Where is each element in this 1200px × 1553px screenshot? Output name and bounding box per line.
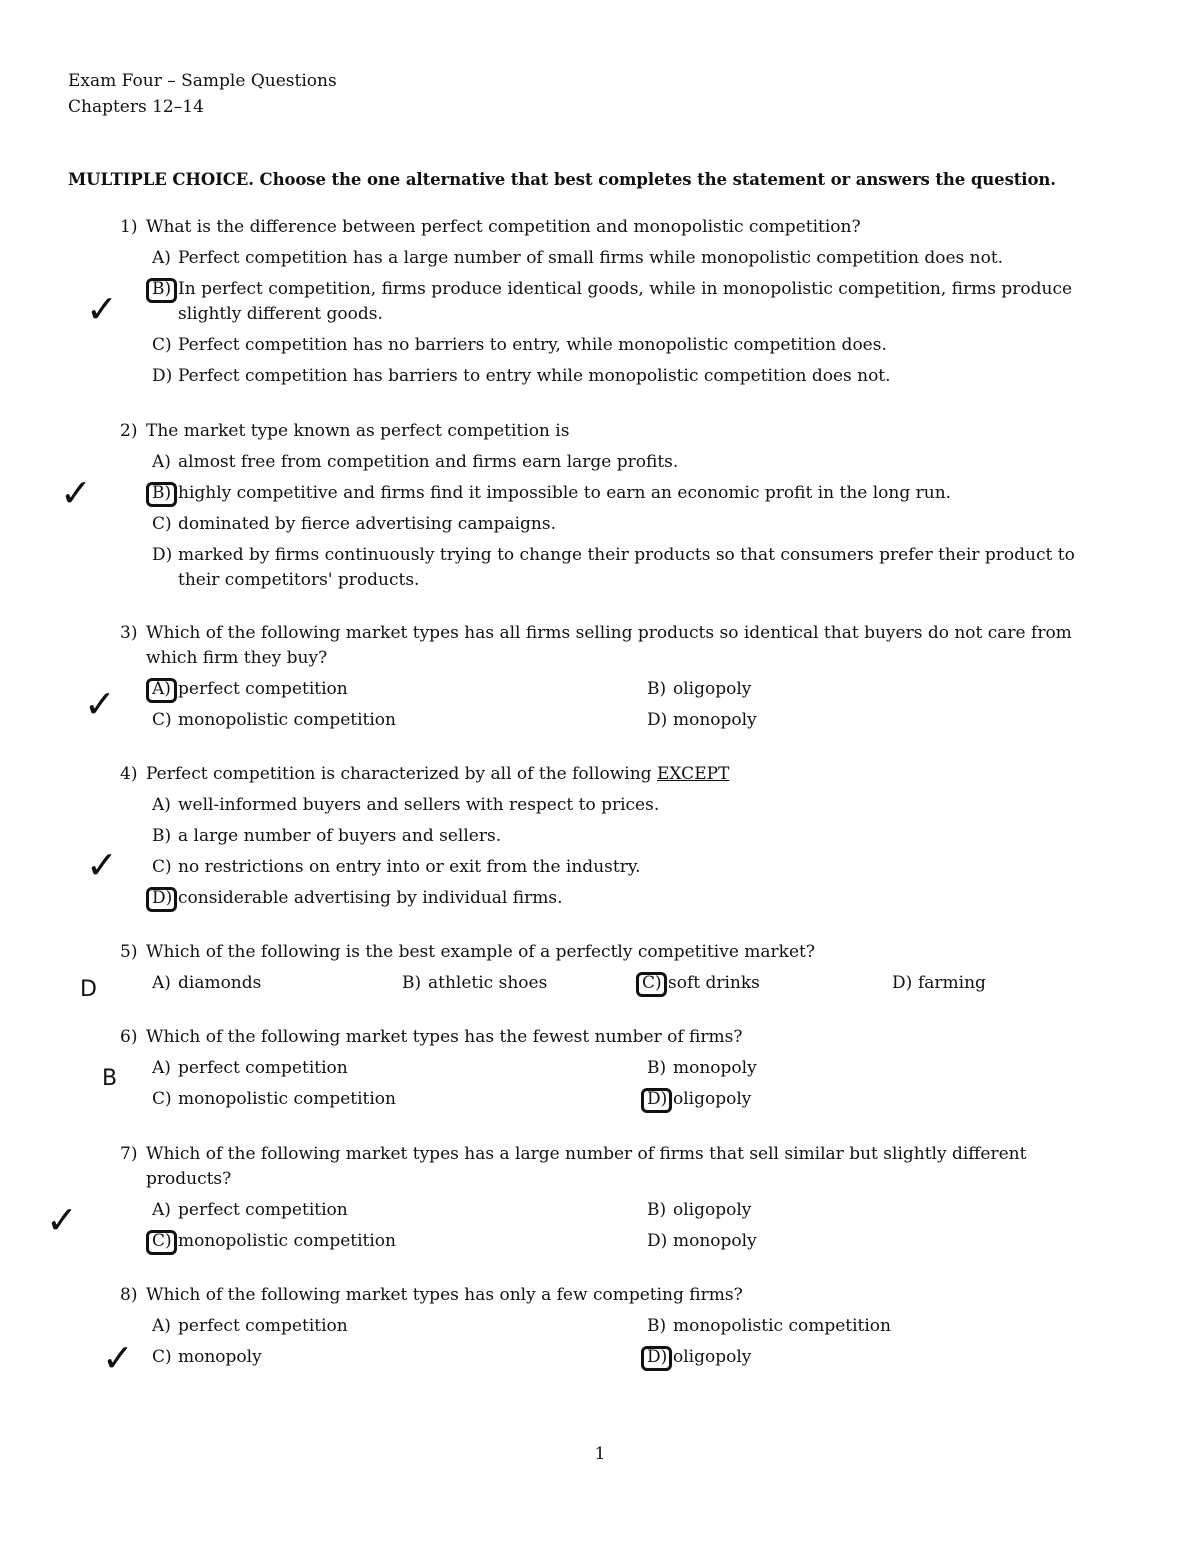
option-c: C) monopolistic competition: [152, 1229, 647, 1254]
option-a: A) perfect competition: [152, 1316, 348, 1336]
option-a: A) perfect competition: [152, 1058, 348, 1078]
chapters-subtitle: Chapters 12–14: [68, 97, 204, 117]
option-list: [152, 246, 1080, 389]
checkmark-icon: ✓: [86, 287, 118, 331]
circled-answer: C): [152, 1229, 178, 1254]
question-5: [120, 940, 1080, 996]
option-list: [152, 793, 1080, 911]
instructions: MULTIPLE CHOICE. Choose the one alternative that best completes the statement or answers the question.: [68, 170, 1056, 189]
question-4: [120, 762, 1080, 917]
question-text: Which of the following is the best example of a perfectly competitive market?: [146, 942, 815, 962]
option-d: D) oligopoly: [647, 1345, 947, 1370]
except-emphasis: EXCEPT: [656, 764, 730, 784]
option-c: C) Perfect competition has no barriers to entry, while monopolistic competition does.: [152, 335, 887, 355]
option-b: B) oligopoly: [647, 679, 752, 699]
checkmark-icon: ✓: [102, 1336, 134, 1380]
question-6: [120, 1025, 1080, 1112]
checkmark-icon: ✓: [84, 682, 116, 726]
option-a: A) diamonds: [152, 973, 262, 993]
option-b: B) oligopoly: [647, 1200, 752, 1220]
checkmark-icon: ✓: [60, 471, 92, 515]
option-d: D) farming: [892, 973, 986, 993]
option-b: B) monopolistic competition: [647, 1316, 891, 1336]
question-number: 6): [120, 1027, 138, 1047]
option-c: C) dominated by fierce advertising campaigns.: [152, 514, 557, 534]
option-b: B) monopoly: [647, 1058, 757, 1078]
option-list: [152, 1056, 1080, 1112]
option-list: [152, 450, 1080, 593]
circled-answer: D): [152, 886, 178, 911]
checkmark-icon: ✓: [86, 843, 118, 887]
handwritten-answer-letter: B: [102, 1066, 118, 1091]
option-a: A) almost free from competition and firms earn large profits.: [152, 452, 679, 472]
option-b: B) In perfect competition, firms produce identical goods, while in monopolistic competition, firms produce slightly different goods.: [152, 277, 1080, 327]
question-7: [120, 1142, 1080, 1254]
question-number: 7): [120, 1144, 138, 1164]
circled-answer: B): [152, 277, 178, 327]
circled-answer: C): [642, 971, 668, 996]
page-number: 1: [594, 1444, 606, 1464]
option-c: C) monopolistic competition: [152, 1089, 396, 1109]
question-number: 3): [120, 623, 138, 643]
question-8: [120, 1283, 1080, 1370]
option-list: [152, 971, 1080, 996]
question-text: The market type known as perfect competition is: [146, 421, 570, 441]
option-d: D) marked by firms continuously trying to change their products so that consumers prefer their product to their competitors' products.: [152, 545, 1075, 590]
option-a: A) well-informed buyers and sellers with respect to prices.: [152, 795, 660, 815]
question-number: 5): [120, 942, 138, 962]
option-d: D) monopoly: [647, 710, 757, 730]
question-text: Which of the following market types has all firms selling products so identical that buyers do not care from which firm they buy?: [146, 623, 1072, 668]
question-text: Which of the following market types has the fewest number of firms?: [146, 1027, 743, 1047]
question-number: 2): [120, 421, 138, 441]
option-d: D) considerable advertising by individual firms.: [152, 886, 1080, 911]
option-c: C) monopolistic competition: [152, 710, 396, 730]
circled-answer: B): [152, 481, 178, 506]
option-d: D) Perfect competition has barriers to entry while monopolistic competition does not.: [152, 366, 891, 386]
question-number: 1): [120, 217, 138, 237]
option-d: D) oligopoly: [647, 1087, 947, 1112]
question-text: Perfect competition is characterized by all of the following: [146, 764, 652, 784]
option-list: [152, 677, 1080, 733]
option-d: D) monopoly: [647, 1231, 757, 1251]
option-a: A) perfect competition: [152, 1200, 348, 1220]
question-number: 4): [120, 764, 138, 784]
option-list: [152, 1198, 1080, 1254]
question-1: [120, 215, 1080, 395]
question-text: Which of the following market types has a large number of firms that sell similar but slightly different products?: [146, 1144, 1027, 1189]
circled-answer: D): [647, 1345, 673, 1370]
question-text: Which of the following market types has only a few competing firms?: [146, 1285, 743, 1305]
option-list: [152, 1314, 1080, 1370]
option-c: C) soft drinks: [642, 971, 892, 996]
circled-answer: A): [152, 677, 178, 702]
option-b: B) highly competitive and firms find it impossible to earn an economic profit in the long run.: [152, 481, 1080, 506]
page-header: [68, 68, 337, 120]
option-c: C) no restrictions on entry into or exit from the industry.: [152, 857, 641, 877]
handwritten-answer-letter: D: [80, 977, 97, 1002]
option-b: B) athletic shoes: [402, 973, 548, 993]
question-text: What is the difference between perfect competition and monopolistic competition?: [146, 217, 861, 237]
checkmark-icon: ✓: [46, 1198, 78, 1242]
option-b: B) a large number of buyers and sellers.: [152, 826, 502, 846]
question-2: [120, 419, 1080, 599]
question-3: [120, 621, 1080, 733]
question-number: 8): [120, 1285, 138, 1305]
option-c: C) monopoly: [152, 1347, 262, 1367]
exam-title: Exam Four – Sample Questions: [68, 71, 337, 91]
option-a: A) perfect competition: [152, 677, 647, 702]
circled-answer: D): [647, 1087, 673, 1112]
option-a: A) Perfect competition has a large number of small firms while monopolistic competition does not.: [152, 248, 1004, 268]
